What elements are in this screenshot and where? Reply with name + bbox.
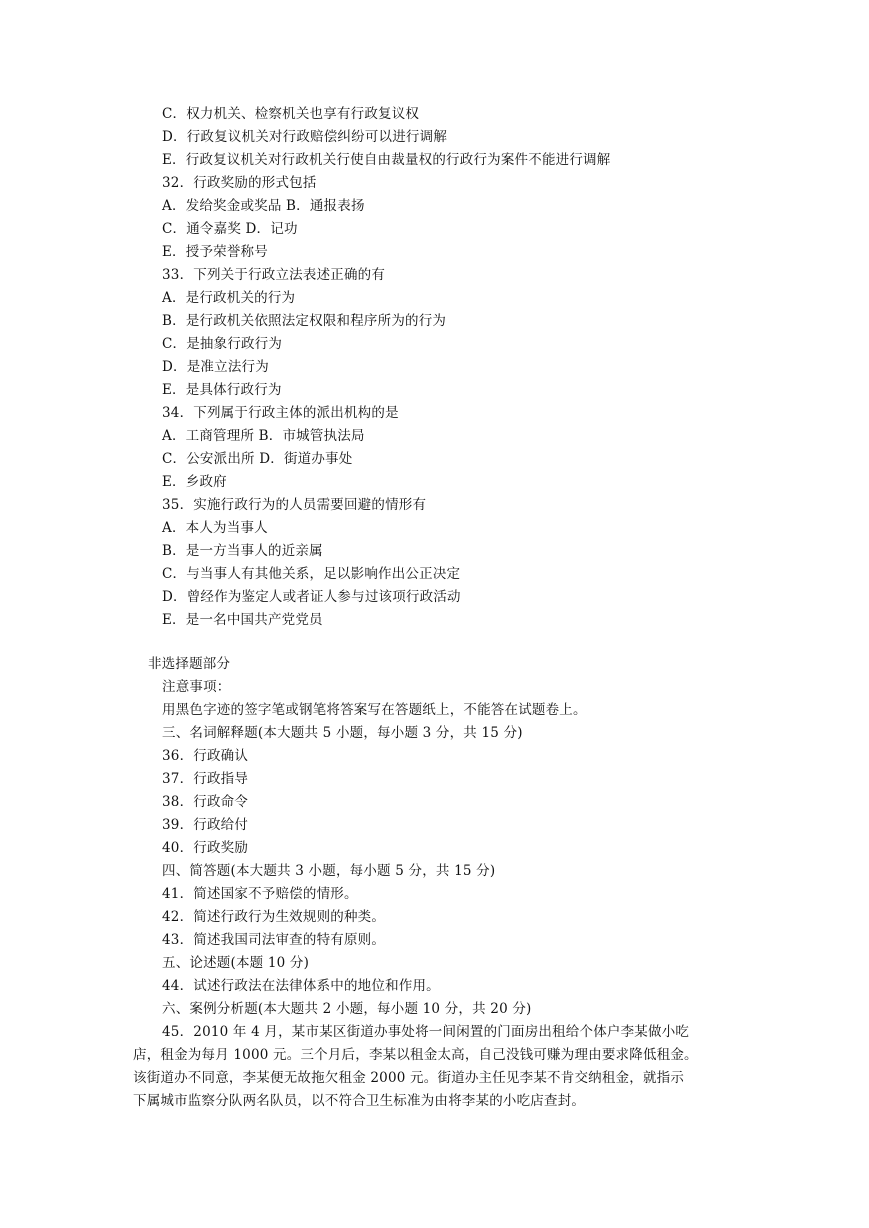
option-text: A．本人为当事人 [162,520,268,536]
option-text: B．是一方当事人的近亲属 [162,543,323,559]
option-text: C．权力机关、检察机关也享有行政复议权 [162,106,420,122]
question-34: 34．下列属于行政主体的派出机构的是 [162,405,399,421]
question-43: 43．简述我国司法审查的特有原则。 [162,932,386,948]
question-36: 36．行政确认 [162,748,249,764]
question-35: 35．实施行政行为的人员需要回避的情形有 [162,497,427,513]
section-heading: 四、简答题(本大题共 3 小题，每小题 5 分，共 15 分) [162,863,496,879]
option-text: E．授予荣誉称号 [162,244,268,260]
question-33: 33．下列关于行政立法表述正确的有 [162,267,386,283]
option-text: C．通令嘉奖 D．记功 [162,221,298,237]
case-45-line: 45．2010 年 4 月，某市某区街道办事处将一间闲置的门面房出租给个体户李某做小吃 [162,1024,690,1040]
option-text: D．是准立法行为 [162,359,269,375]
question-37: 37．行政指导 [162,771,249,787]
question-32: 32．行政奖励的形式包括 [162,175,317,191]
question-44: 44．试述行政法在法律体系中的地位和作用。 [162,978,440,994]
notice-text: 用黑色字迹的签字笔或钢笔将答案写在答题纸上，不能答在试题卷上。 [162,702,587,718]
section-heading: 三、名词解释题(本大题共 5 小题，每小题 3 分，共 15 分) [162,725,523,741]
question-41: 41．简述国家不予赔偿的情形。 [162,886,358,902]
option-text: C．与当事人有其他关系，足以影响作出公正决定 [162,566,461,582]
section-heading: 六、案例分析题(本大题共 2 小题，每小题 10 分，共 20 分) [162,1001,532,1017]
case-45-line: 店，租金为每月 1000 元。三个月后，李某以租金太高，自己没钱可赚为理由要求降低租金。 [133,1047,698,1063]
part-title: 非选择题部分 [148,656,231,672]
option-text: A．工商管理所 B．市城管执法局 [162,428,365,444]
option-text: C．是抽象行政行为 [162,336,283,352]
option-text: E．是一名中国共产党党员 [162,612,323,628]
question-40: 40．行政奖励 [162,840,249,856]
notice-title: 注意事项： [162,679,231,695]
section-heading: 五、论述题(本题 10 分) [162,955,310,971]
question-39: 39．行政给付 [162,817,249,833]
option-text: E．是具体行政行为 [162,382,282,398]
option-text: A．是行政机关的行为 [162,290,296,306]
option-text: B．是行政机关依照法定权限和程序所为的行为 [162,313,447,329]
option-text: E．乡政府 [162,474,227,490]
question-38: 38．行政命令 [162,794,249,810]
option-text: D．曾经作为鉴定人或者证人参与过该项行政活动 [162,589,461,605]
option-text: A．发给奖金或奖品 B．通报表扬 [162,198,365,214]
case-45-line: 下属城市监察分队两名队员，以不符合卫生标准为由将李某的小吃店查封。 [133,1093,586,1109]
question-42: 42．简述行政行为生效规则的种类。 [162,909,386,925]
case-45-line: 该街道办不同意，李某便无故拖欠租金 2000 元。街道办主任见李某不肯交纳租金，就指示 [133,1070,685,1086]
option-text: C．公安派出所 D．街道办事处 [162,451,353,467]
option-text: E．行政复议机关对行政机关行使自由裁量权的行政行为案件不能进行调解 [162,152,611,168]
option-text: D．行政复议机关对行政赔偿纠纷可以进行调解 [162,129,448,145]
